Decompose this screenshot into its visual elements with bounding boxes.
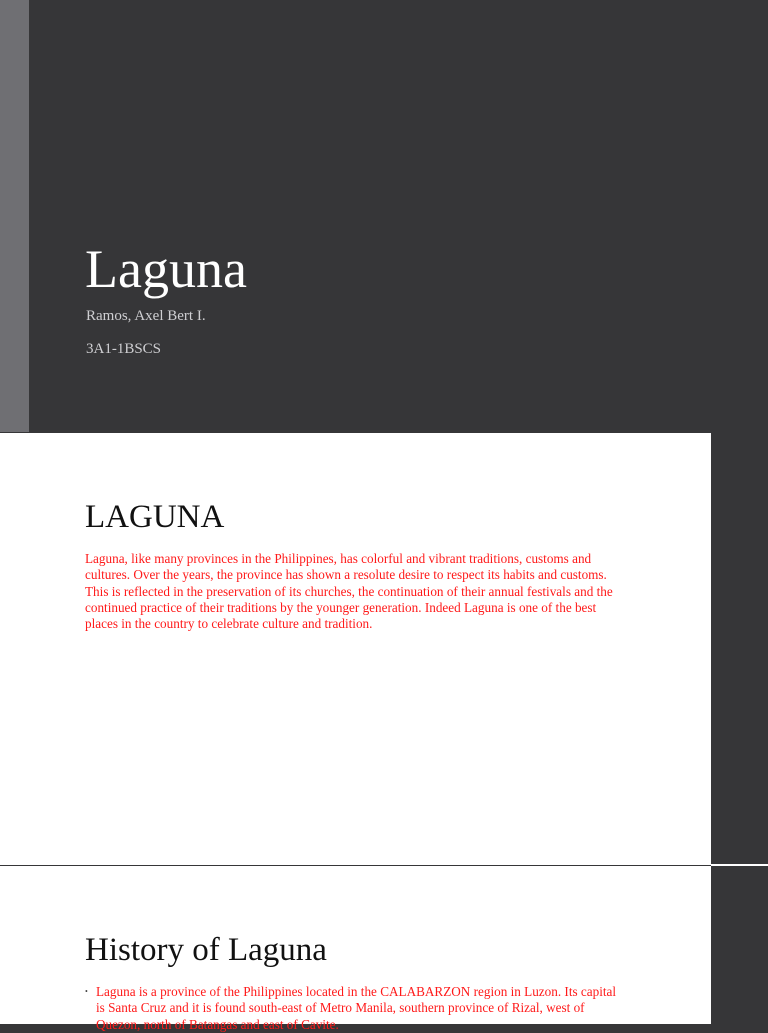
laguna-slide: [0, 433, 711, 865]
background-strip: [711, 433, 768, 865]
background-strip: [711, 866, 768, 1024]
slide-title: History of Laguna: [85, 932, 327, 968]
slide-title: Laguna: [85, 239, 247, 299]
title-slide: [0, 0, 768, 432]
history-slide: [0, 866, 711, 1032]
bullet-text: Laguna is a province of the Philippines located in the CALABARZON region in Luzon. Its capital is Santa Cruz and it is found south-east of Metro Manila, southern province of Rizal, west of Quezon, north of Batangas and east of Cavite.: [96, 984, 617, 1032]
bullet-list: [85, 984, 625, 1033]
slide-body-text: Laguna, like many provinces in the Philippines, has colorful and vibrant traditions, customs and cultures. Over the years, the province has shown a resolute desire to respect its habits and customs. This is reflected in the preservation of its churches, the continuation of their annual festivals and the continued practice of their traditions by the younger generation. Indeed Laguna is one of the best places in the country to celebrate culture and tradition.: [85, 551, 613, 632]
slide-title: LAGUNA: [85, 499, 225, 535]
author-name: Ramos, Axel Bert I.: [86, 308, 206, 324]
accent-bar: [0, 0, 29, 432]
bullet-item: [85, 984, 625, 1033]
bullet-marker: •: [85, 987, 88, 996]
class-section: 3A1-1BSCS: [86, 341, 162, 357]
